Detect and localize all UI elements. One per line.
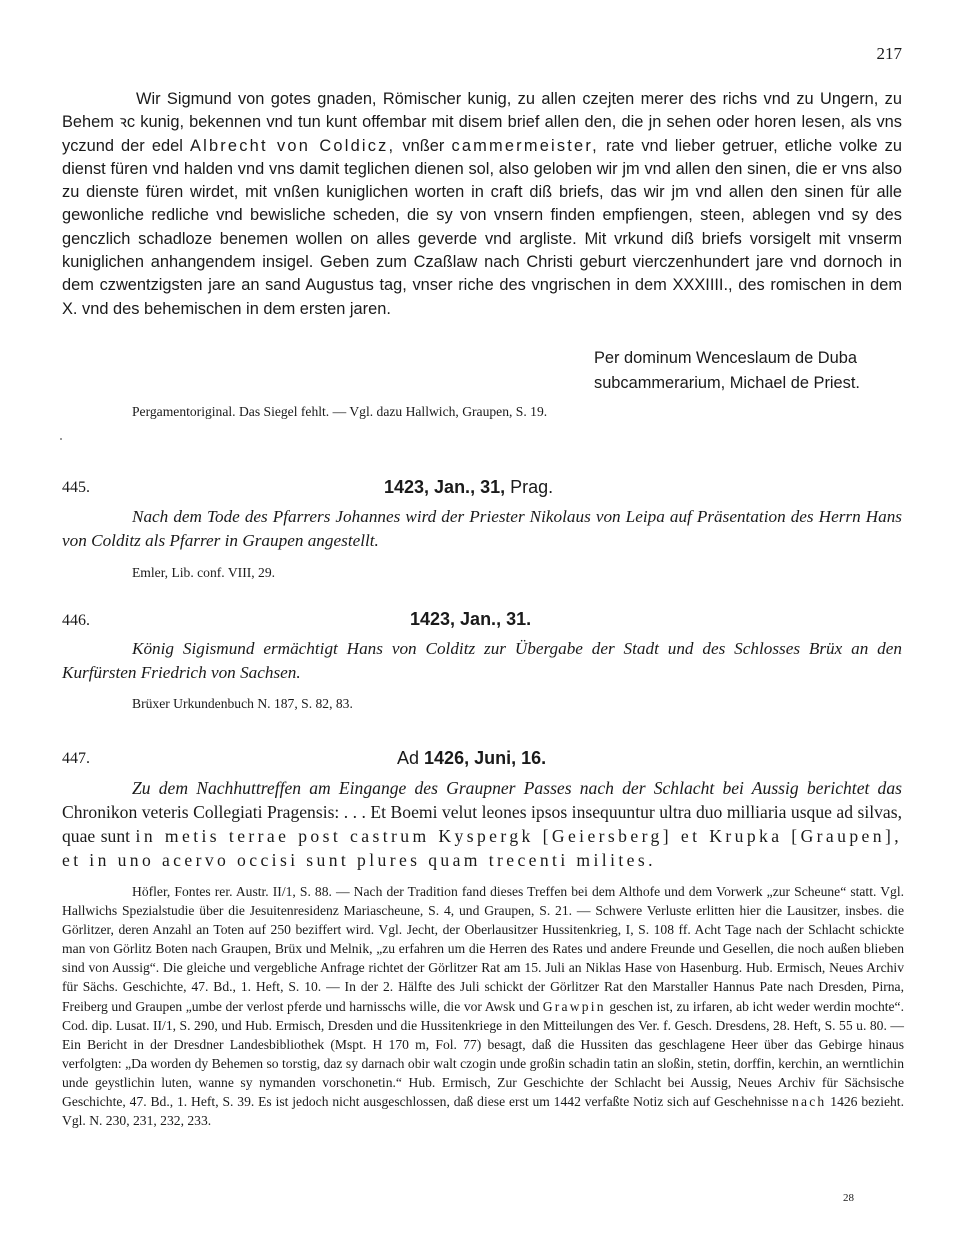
notes-spaced-word: Grawpin xyxy=(542,998,606,1014)
charter-text-part: Wir Sigmund von gotes gnaden, Römischer kunig, zu allen czejten merer des richs vnd zu Ungern, zu Behem ꝛc kunig, bekennen vnd tun kunt offembar mit disem brief allen den, die jn sehen oder horen lesen, als vns yczund der edel xyxy=(62,90,902,155)
notes-part: Höfler, Fontes rer. Austr. II/1, S. 88. — Nach der Tradition fand dieses Treffen bei dem Althofe und dem Vorwerk „zur Scheune“ statt. Vgl. Hallwichs Spezialstudie über die Jesuitenresidenz Mariascheune, S. 4, und Graupen, S. 21. — Schwere Verluste erlitten hier die Lausitzer, insbes. die Görlitzer, deren Anzahl an Toten auf 250 beziffert wird. Vgl. Jecht, der Oberlausitzer Hussitenkrieg, I, S. 108 ff. Acht Tage nach der Schlacht schickte man von Görlitz Boten nach Graupen, Brüx und Melnik, „zu erfahren um die Herren des Rates und andere Freunde und Gesellen, die noch außen blieben sind von Aussig“. Die gleiche und vergebliche Anfrage richtet der Görlitzer Rat am 15. Juli an Niklas Hase von Hasenburg. Hub. Ermisch, Neues Archiv für Sächs. Geschichte, 47. Bd., 1. Heft, S. 10. — In der 2. Hälfte des Juli schickt der Görlitzer Rat den Marstaller Hannus Pate nach Dresden, Pirna, Freiberg und Graupen „umbe der verlost pferde und harnisschs wille, die vor Awsk und xyxy=(62,884,904,1014)
signature-line: Per dominum Wenceslaum de Duba xyxy=(594,349,857,367)
notes-part: 1426 bezieht. Vgl. N. 230, 231, 232, 233. xyxy=(62,1094,904,1129)
sheet-signature-number: 28 xyxy=(843,1192,854,1204)
footnotes xyxy=(62,882,904,1130)
entry-regest: Nach dem Tode des Pfarrers Johannes wird der Priester Nikolaus von Leipa auf Präsentation des Herrn Hans von Colditz als Pfarrer in Graupen angestellt. xyxy=(62,507,902,550)
entry-source: Emler, Lib. conf. VIII, 29. xyxy=(132,565,276,580)
regest-plain-part: Chronikon veteris Collegiati Pragensis: . . . Et Boemi velut leones ipsos insequuntur ultra duo milliaria usque ad silvas, quae sunt xyxy=(62,802,902,846)
entry-date xyxy=(384,477,553,498)
charter-text xyxy=(62,88,902,321)
signature-line: subcammerarium, Michael de Priest. xyxy=(594,374,860,392)
regest-spaced-part: in metis terrae post castrum Kyspergk [Geiersberg] et Krupka [Graupen], et in uno acervo occisi sunt plures quam trecenti milites. xyxy=(62,826,902,870)
entry-regest: König Sigismund ermächtigt Hans von Colditz zur Übergabe der Stadt und des Schlosses Brüx an den Kurfürsten Friedrich von Sachsen. xyxy=(62,639,902,682)
entry-date: 1423, Jan., 31. xyxy=(410,609,532,629)
notes-spaced-word: nach xyxy=(791,1094,827,1110)
entry-date-prefix: Ad xyxy=(397,748,420,768)
page-number: 217 xyxy=(876,44,902,63)
charter-office-spaced: cammermeister, xyxy=(451,136,599,155)
entry-place: Prag. xyxy=(505,477,554,497)
charter-text-part: vnßer xyxy=(395,136,452,155)
entry-number: 446. xyxy=(62,612,90,629)
notes-part: geschen ist, zu irfaren, ab icht weder werdin mochte“. Cod. dip. Lusat. II/1, S. 290, und Hub. Ermisch, Dresden und die Hussitenkriege in den Mitteilungen des Ver. f. Gesch. Dresdens, 28. Heft, S. 55 u. 80. — Ein Bericht in der Dresdner Landesbibliothek (Mspt. H 170 m, Fol. 77) besagt, daß die Hussiten das geschlagene Heer über das Gebirge hinaus verfolgten: „Da worden dy Behemen so torstig, daz sy darnach obir walt czogin unde großin schadin tatin an sloßin, stetin, dorffin, kerchin, an werntlichin unde geystlichin luten, wanne sy nymanden vorschonetin.“ Hub. Ermisch, Zur Geschichte der Schlacht bei Aussig, Neues Archiv für Sächsische Geschichte, 47. Bd., 1. Heft, S. 39. Es ist jedoch nicht ausgeschlossen, daß diese erst um 1442 verfaßte Notiz sich auf Geschehnisse xyxy=(62,998,904,1110)
page-speck xyxy=(60,438,62,440)
entry-number: 445. xyxy=(62,479,90,496)
entry-date xyxy=(397,748,546,769)
charter-name-spaced: Albrecht von Coldicz, xyxy=(189,136,396,155)
entry-date-text: 1423, Jan., 31, xyxy=(384,477,506,497)
regest-italic-part: Zu dem Nachhuttreffen am Eingange des Graupner Passes nach der Schlacht bei Aussig berichtet das xyxy=(132,778,902,798)
entry-number: 447. xyxy=(62,750,90,767)
entry-date-text: 1426, Juni, 16. xyxy=(419,748,547,768)
entry-source: Brüxer Urkundenbuch N. 187, S. 82, 83. xyxy=(132,696,353,711)
charter-source-note: Pergamentoriginal. Das Siegel fehlt. — Vgl. dazu Hallwich, Graupen, S. 19. xyxy=(132,404,548,419)
charter-text-part: rate vnd lieber getruer, etliche volke zu dienst füren vnd halden vnd vns damit teglichen dienen sol, also geloben wir jm vnd allen den sinen, die er vns also zu dienste füren wirdet, mit vnßen kuniglichen worten in craft diß briefs, das wir jm vnd allen den sinen für alle gewonliche redliche vnd bewisliche scheden, die sy von vnsern finden empfiengen, steen, ablegen vnd sy des genczlich schadloze benemen wollen on alles geverde vnd argliste. Mit vrkund diß briefs vorsigelt mit vnserm kuniglichen anhangendem insigel. Geben zum Czaßlaw nach Christi geburt vierczenhundert jare vnd dornoch in dem czwentzigsten jare an sand Augustus tag, vnser riche des vngrischen in dem XXXIIII., des romischen in dem X. vnd des behemischen in dem ersten jaren. xyxy=(62,136,902,318)
charter-signature xyxy=(594,346,860,396)
entry-regest xyxy=(62,776,902,872)
